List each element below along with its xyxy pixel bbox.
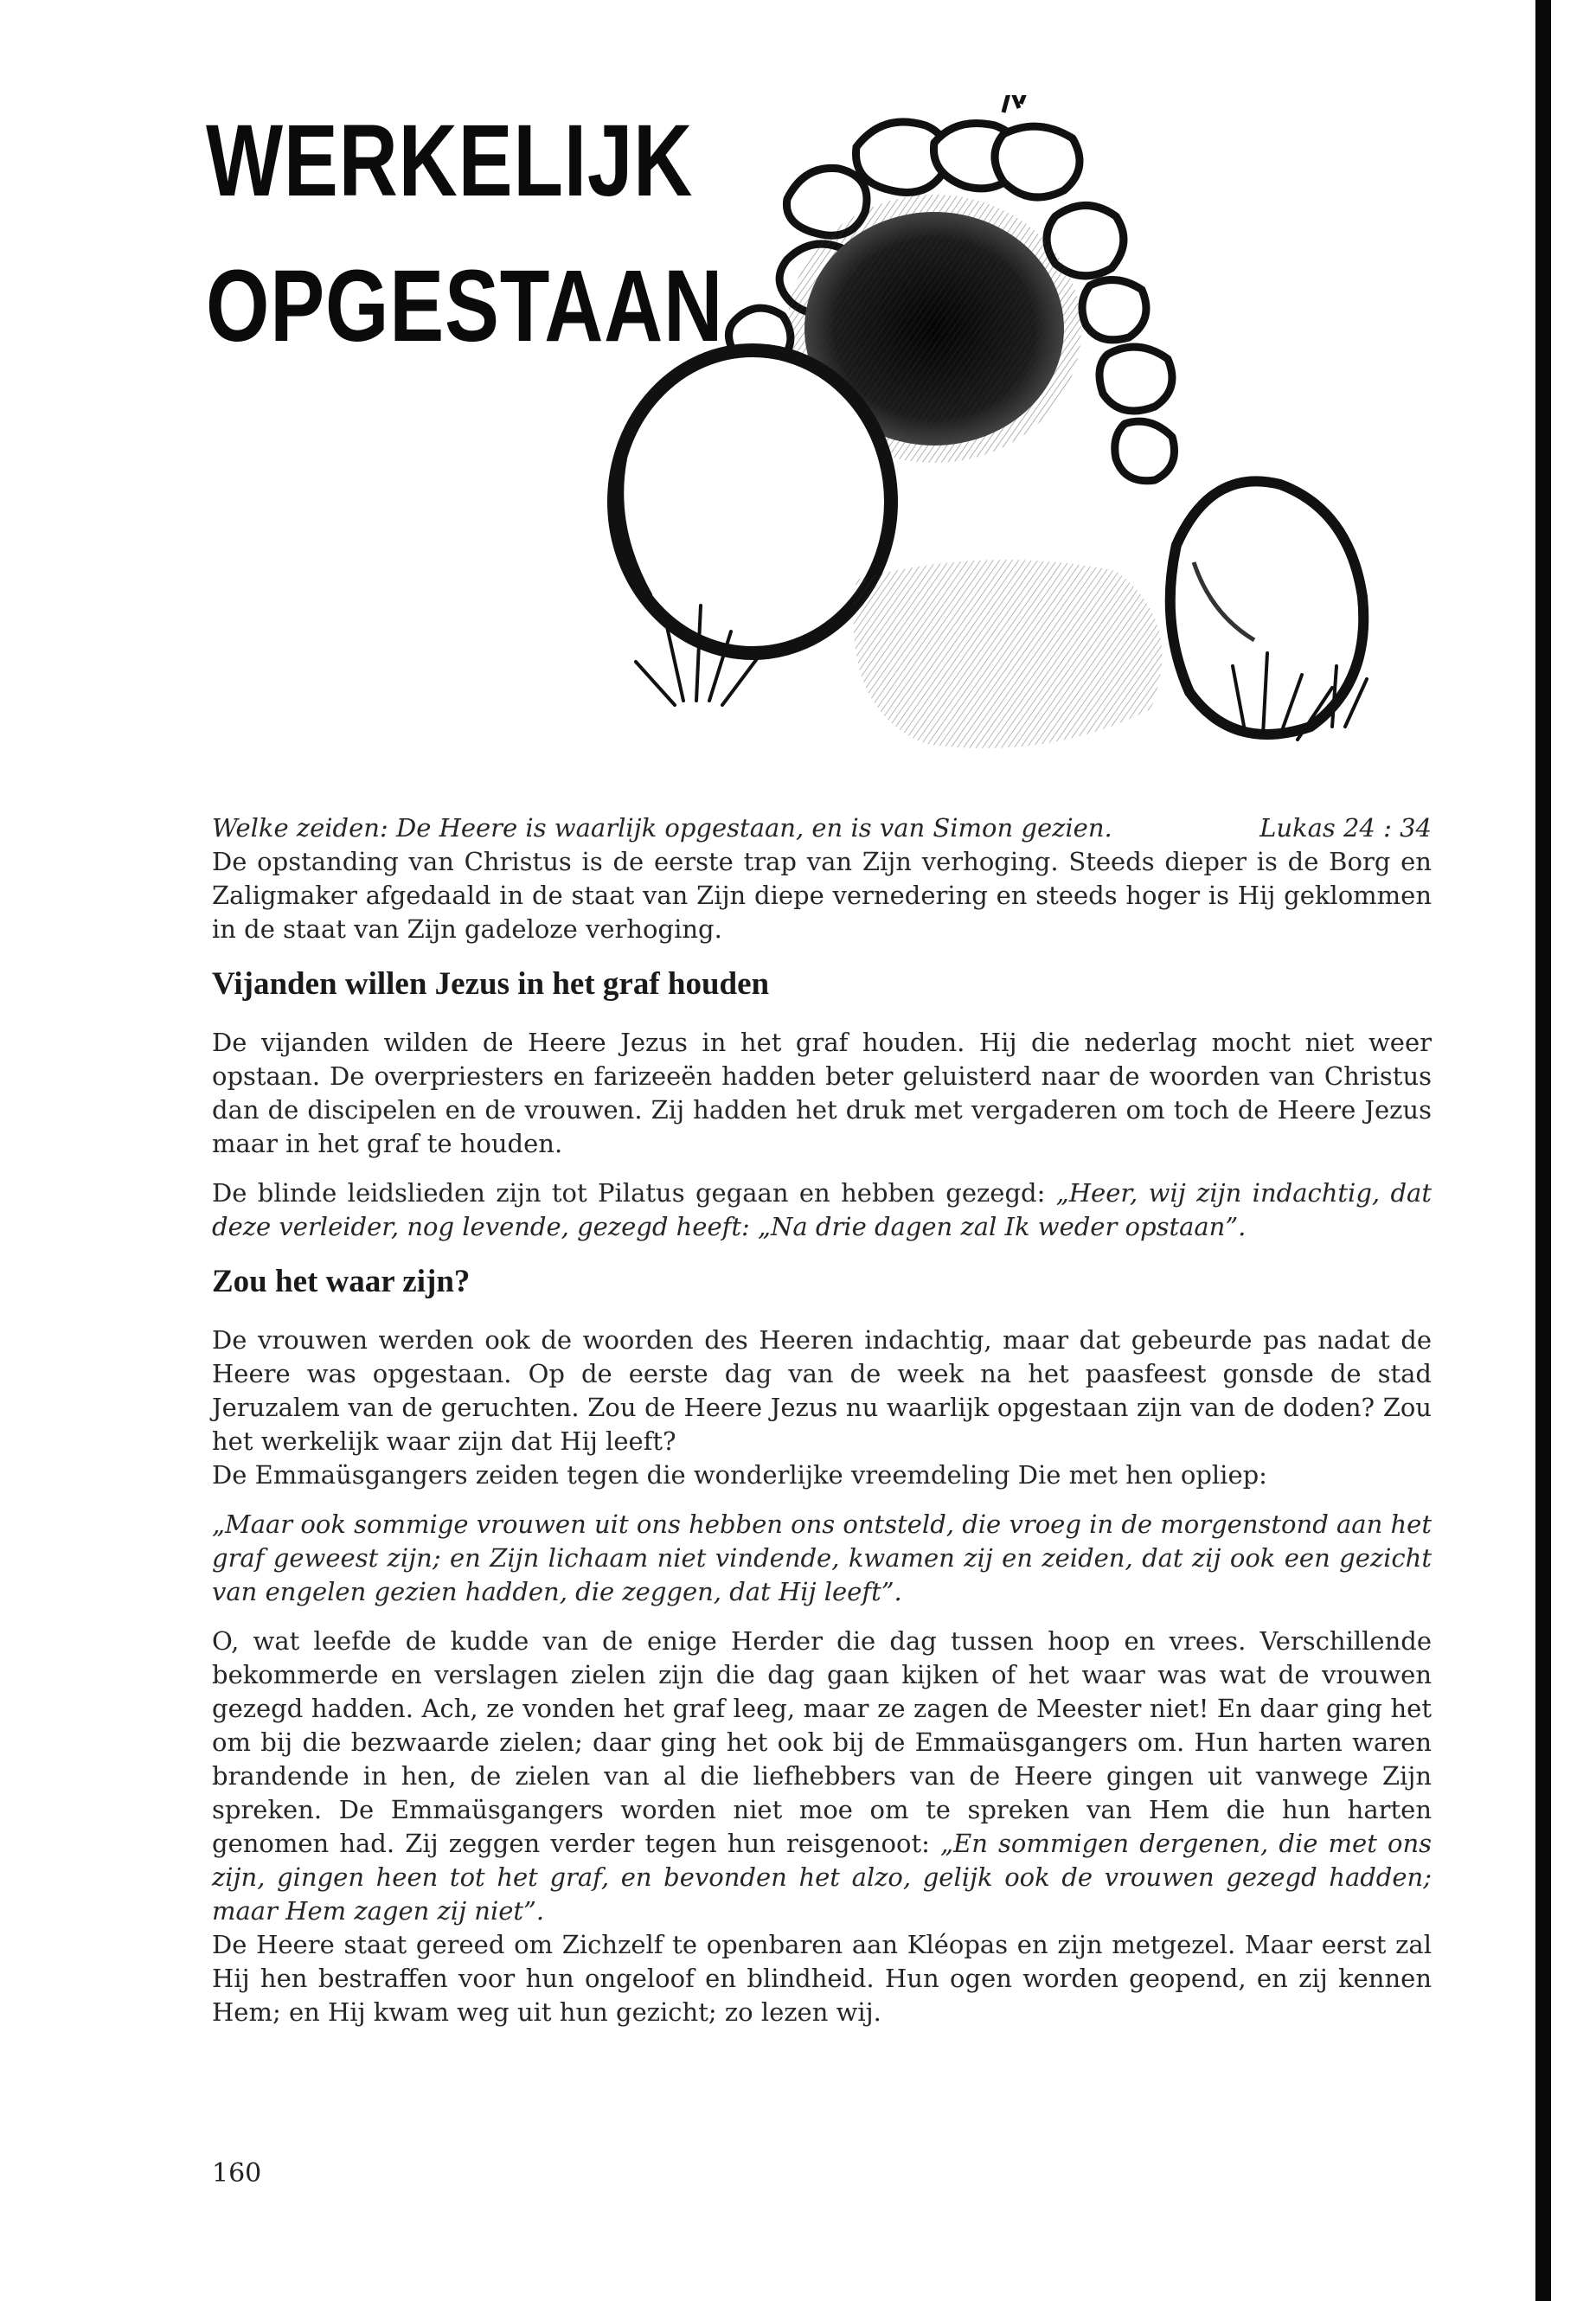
section2-paragraph-1: De vrouwen werden ook de woorden des Heeren indachtig, maar dat gebeurde pas nadat de Heere was opgestaan. Op de eerste dag van de week na het paasfeest gonsde de stad Jeruzalem van de geruchten. Zou de Heere Jezus nu waarlijk opgestaan zijn van de doden? Zou het werkelijk waar zijn dat Hij leeft? — [212, 1325, 1432, 1456]
intro-reference: Lukas 24 : 34 — [1259, 813, 1432, 843]
section2-paragraph-3-quote: „En sommigen dergenen, die met ons zijn, gingen heen tot het graf, en bevonden het alzo, gelijk ook de vrouwen gezegd hadden; maar Hem zagen zij niet”. — [212, 1829, 1432, 1926]
rolled-stone — [614, 350, 891, 653]
section-heading-is-it-true: Zou het waar zijn? — [212, 1264, 471, 1299]
section2-quote: „Maar ook sommige vrouwen uit ons hebben ons ontsteld, die vroeg in de morgenstond aan het graf geweest zijn; en Zijn lichaam niet vindende, kwamen zij en zeiden, dat zij ook een gezicht van engelen gezien hadden, die zeggen, dat Hij leeft”. — [212, 1509, 1432, 1606]
section1-paragraph-2-lead: De blinde leidslieden zijn tot Pilatus gegaan en hebben gezegd: — [212, 1178, 1056, 1208]
section1-paragraph-1: De vijanden wilden de Heere Jezus in het graf houden. Hij die nederlag mocht niet weer opstaan. De overpriesters en farizeeën hadden beter geluisterd naar de woorden van Christus dan de discipelen en de vrouwen. Zij hadden het druk met vergaderen om toch de Heere Jezus maar in het graf te houden. — [212, 1028, 1432, 1158]
intro-paragraph: De opstanding van Christus is de eerste trap van Zijn verhoging. Steeds dieper is de Borg en Zaligmaker afgedaald in de staat van Zijn diepe vernedering en steeds hoger is Hij geklommen in de staat van Zijn gadeloze verhoging. — [212, 847, 1432, 944]
section1-paragraph-2-quote: „Heer, wij zijn indachtig, dat deze verleider, nog levende, gezegd heeft: „Na drie dagen zal Ik weder opstaan”. — [212, 1178, 1432, 1241]
page-number: 160 — [212, 2158, 262, 2189]
ground-shading — [854, 560, 1163, 748]
section2-paragraph-3 — [212, 1625, 1432, 1928]
title-line-1: WERKELIJK — [206, 104, 694, 218]
section-heading-enemies: Vijanden willen Jezus in het graf houden — [212, 966, 770, 1002]
scan-edge-bar — [1535, 0, 1551, 2301]
page-title — [206, 88, 724, 379]
section2-paragraph-4: De Heere staat gereed om Zichzelf te openbaren aan Kléopas en zijn metgezel. Maar eerst zal Hij hen bestraffen voor hun ongeloof en blindheid. Hun ogen worden geopend, en zij kennen Hem; en Hij kwam weg uit hun gezicht; zo lezen wij. — [212, 1930, 1432, 2027]
article-body — [212, 811, 1432, 2045]
section1-paragraph-2 — [212, 1176, 1432, 1244]
empty-tomb-illustration — [571, 95, 1401, 804]
title-line-2: OPGESTAAN — [206, 249, 724, 363]
section2-paragraph-2: De Emmaüsgangers zeiden tegen die wonderlijke vreemdeling Die met hen opliep: — [212, 1460, 1267, 1490]
intro-verse — [212, 811, 1432, 845]
section2-paragraph-3-lead: O, wat leefde de kudde van de enige Herder die dag tussen hoop en vrees. Verschillende bekommerde en verslagen zielen zijn die dag gaan kijken of het waar was wat de vrouwen gezegd hadden. Ach, ze vonden het graf leeg, maar ze zagen de Meester niet! En daar ging het om bij die bezwaarde zielen; daar ging het ook bij de Emmaüsgangers om. Hun harten waren brandende in hen, de zielen van al die liefhebbers van de Heere gingen uit vanwege Zijn spreken. De Emmaüsgangers worden niet moe om te spreken van Hem die hun harten genomen had. Zij zeggen verder tegen hun reisgenoot: — [212, 1626, 1432, 1858]
intro-quote: Welke zeiden: De Heere is waarlijk opgestaan, en is van Simon gezien. — [212, 813, 1112, 843]
